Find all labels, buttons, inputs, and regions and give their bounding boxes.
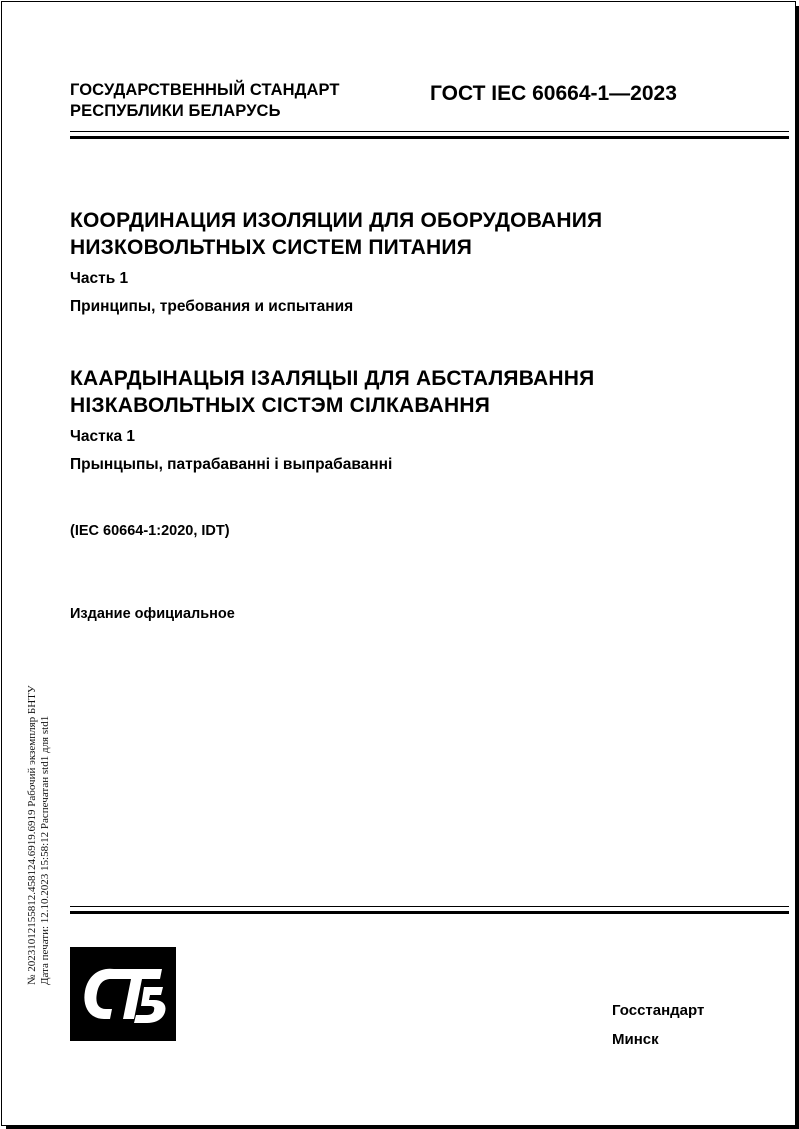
belarusian-title-line-1: КААРДЫНАЦЫЯ ІЗАЛЯЦЫІ ДЛЯ АБСТАЛЯВАННЯ [70, 367, 595, 390]
belarusian-title [70, 365, 594, 419]
russian-part: Часть 1 [70, 270, 129, 287]
publisher-city: Минск [612, 1031, 659, 1048]
stb-logo [70, 947, 176, 1041]
standard-org-heading [70, 80, 340, 122]
edition-label: Издание официальное [70, 606, 235, 622]
belarusian-title-line-2: НІЗКАВОЛЬТНЫХ СІСТЭМ СІЛКАВАННЯ [70, 394, 491, 417]
stb-logo-icon [70, 947, 176, 1041]
iec-reference: (IEC 60664-1:2020, IDT) [70, 523, 230, 539]
footer-rule-thick [70, 911, 789, 914]
standard-designation: ГОСТ IEC 60664-1—2023 [430, 82, 677, 105]
side-print-stamp [26, 585, 52, 985]
russian-title [70, 207, 602, 261]
side-stamp-line-2: Дата печати: 12.10.2023 15:58:12 Распечатан std1 для std1 [39, 715, 51, 985]
header-rule-thin [70, 131, 789, 132]
russian-title-line-1: КООРДИНАЦИЯ ИЗОЛЯЦИИ ДЛЯ ОБОРУДОВАНИЯ [70, 209, 603, 232]
publisher-name: Госстандарт [612, 1002, 705, 1019]
header-rule-thick [70, 136, 789, 139]
org-line-2: РЕСПУБЛИКИ БЕЛАРУСЬ [70, 102, 281, 120]
org-line-1: ГОСУДАРСТВЕННЫЙ СТАНДАРТ [70, 81, 340, 99]
belarusian-subtitle: Прынцыпы, патрабаванні і выпрабаванні [70, 456, 393, 473]
side-stamp-line-1: № 20231012155812.458124.6919.6919 Рабочий экземпляр БНТУ [26, 685, 38, 985]
footer-rule-thin [70, 906, 789, 907]
belarusian-part: Частка 1 [70, 428, 136, 445]
russian-title-line-2: НИЗКОВОЛЬТНЫХ СИСТЕМ ПИТАНИЯ [70, 236, 472, 259]
russian-subtitle: Принципы, требования и испытания [70, 298, 354, 315]
